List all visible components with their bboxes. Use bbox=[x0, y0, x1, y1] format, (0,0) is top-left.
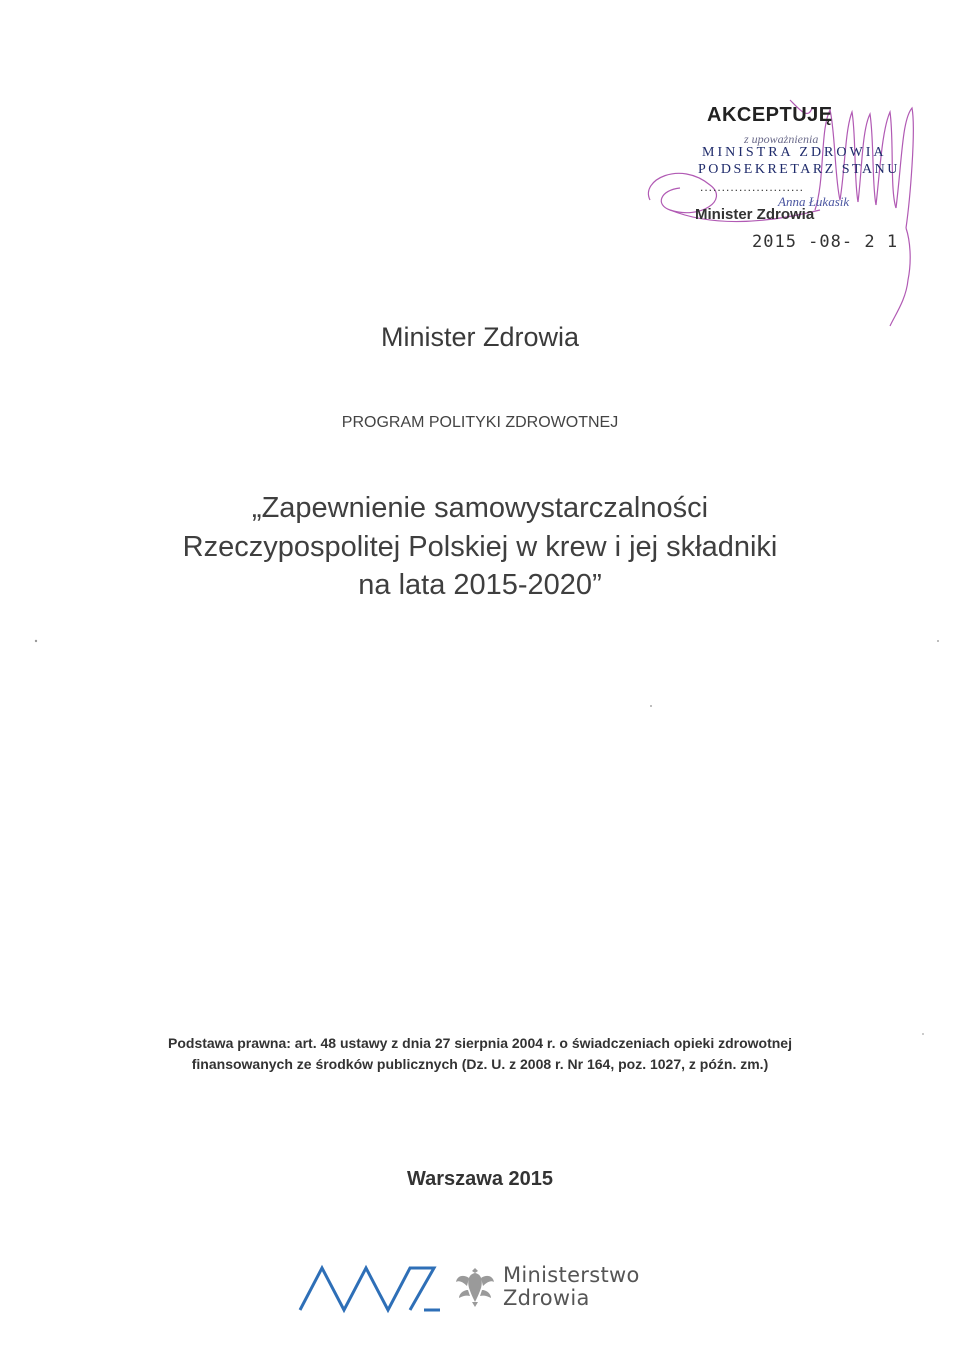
stamp-signatory-name: Anna Łukasik bbox=[778, 194, 850, 209]
legal-basis-line-2: finansowanych ze środków publicznych (Dz. U. z 2008 r. Nr 164, poz. 1027, z późn. zm.) bbox=[191, 1056, 769, 1072]
program-title-line-3: na lata 2015-2020” bbox=[358, 569, 602, 601]
stamp-minister-label: Minister Zdrowia bbox=[695, 206, 815, 223]
minister-heading: Minister Zdrowia bbox=[380, 322, 580, 352]
mz-logo-icon bbox=[298, 1262, 448, 1314]
legal-basis-line-1: Podstawa prawna: art. 48 ustawy z dnia 27 sierpnia 2004 r. o świadczeniach opieki zdrowotnej bbox=[168, 1035, 792, 1051]
program-title-line-2: Rzeczypospolitej Polskiej w krew i jej składniki bbox=[182, 531, 778, 563]
approval-stamp bbox=[640, 90, 960, 330]
ministry-wordmark-line-1: Ministerstwo bbox=[503, 1263, 640, 1287]
stamp-undersecretary: PODSEKRETARZ STANU bbox=[698, 162, 900, 177]
stamp-signature-line: ........................ bbox=[700, 180, 805, 194]
stamp-date: 2015 -08- 2 1 bbox=[752, 232, 899, 252]
place-and-year: Warszawa 2015 bbox=[406, 1168, 553, 1190]
program-title-line-1: „Zapewnienie samowystarczalności bbox=[251, 492, 709, 524]
stamp-accept-label: AKCEPTUJĘ bbox=[707, 104, 833, 126]
ministry-wordmark-line-2: Zdrowia bbox=[503, 1286, 590, 1310]
program-label: PROGRAM POLITYKI ZDROWOTNEJ bbox=[341, 414, 619, 431]
eagle-emblem-icon bbox=[455, 1264, 495, 1308]
stamp-authorization: z upoważnienia bbox=[744, 132, 819, 146]
stamp-ministry: MINISTRA ZDROWIA bbox=[702, 145, 887, 160]
ministry-wordmark bbox=[503, 1264, 640, 1310]
